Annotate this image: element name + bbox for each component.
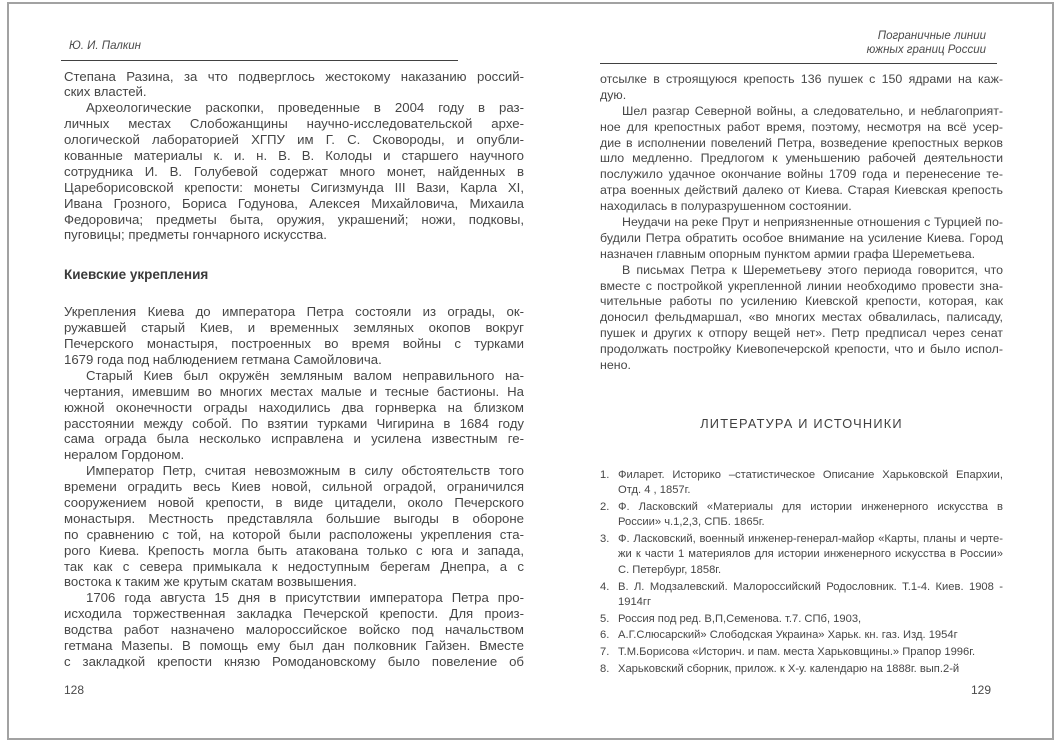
text-line: южной оконечности ограды находились два горнверка на близком (64, 399, 524, 415)
header-rule (600, 63, 997, 64)
text-line: нералом Гордоном. (64, 447, 185, 463)
page-number-right: 129 (970, 683, 991, 697)
text-line: Филарет. Историко –статистическое Описание Харьковской Епархии, (618, 468, 1003, 481)
text-line: продолжать постройку Киевопечерской крепости, что и было испол- (600, 342, 1003, 357)
paragraph (64, 590, 524, 669)
paragraph (600, 215, 1003, 263)
text-line: С. Петербург, 1858г. (618, 563, 722, 576)
text-line: Цареборисовской крепости: монеты Сигизмунда III Вази, Карла XI, (64, 179, 524, 195)
left-page-body (64, 69, 524, 670)
paragraph (600, 263, 1003, 374)
text-line: Т.М.Борисова «Историч. и пам. места Харьковщины.» Прапор 1996г. (618, 646, 976, 659)
text-line: шло медленно. Предлогом к уменьшению рабочей деятельности (600, 151, 1003, 166)
right-page-body (600, 72, 1003, 677)
list-item-text (618, 662, 1003, 677)
text-line: Укрепления Киева до императора Петра состояли из ограды, ок- (64, 304, 524, 320)
paragraph (64, 69, 524, 101)
text-line: сооружением новой крепости, в виде цитадели, около Печерского (64, 494, 524, 510)
paragraph (600, 72, 1003, 104)
text-line: России» ч.1,2,3, СПБ. 1865г. (618, 516, 765, 529)
text-line: вместе с постройкой укрепленной линии необходимо провести зна- (600, 278, 1003, 293)
running-head-line: южных границ России (866, 43, 986, 56)
list-item-number: 8. (600, 662, 610, 675)
paragraph (64, 304, 524, 368)
text-line: В письмах Петра к Шереметьеву этого периода говорится, что (622, 262, 1003, 277)
text-line: 1914гг (618, 595, 652, 608)
text-line: Старый Киев был окружён земляным валом неправильного на- (86, 367, 524, 383)
text-line: Россия под ред. В,П,Семенова. т.7. СПб, 1903, (618, 612, 862, 625)
list-item-number: 2. (600, 501, 610, 514)
literature-list (600, 468, 1003, 677)
list-item (600, 662, 1003, 677)
text-line: Печерского монастыря, построенных во время войны с турками (64, 336, 524, 352)
text-line: Ивана Грозного, Бориса Годунова, Алексея Михайловича, Михаила (64, 195, 524, 211)
text-line: ологической лабораторией ХГПУ им Г. С. Сковороды, и опубли- (64, 132, 524, 148)
list-item-text (618, 612, 1003, 627)
text-line: Император Петр, считая невозможным в силу обстоятельств того (86, 463, 524, 479)
text-line: А.Г.Слюсарский» Слободская Украина» Харьк. кн. газ. Изд. 1954г (618, 629, 958, 642)
text-line: Археологические раскопки, проведенные в 2004 году в раз- (86, 100, 524, 116)
text-line: расстоянии между собой. По взятии турками Чигирина в 1684 году (64, 415, 524, 431)
text-line: чертания, имевшим во многих местах малые и тесные бастионы. На (64, 383, 524, 399)
text-line: будили Петра обратить особое внимание на усиление Киева. Город (600, 230, 1003, 245)
list-item (600, 468, 1003, 499)
text-line: Отд. 4 , 1857г. (618, 484, 691, 497)
text-line: отсылке в строящуюся крепость 136 пушек с 150 ядрами на каж- (600, 72, 1003, 86)
text-line: назначен главным опорным пунктом армии графа Шереметьева. (600, 246, 976, 261)
text-line: послужило удачное окончание войны 1709 года и перенесение те- (600, 167, 1003, 182)
text-line: личных местах Слобожанщины научно-исследовательской архе- (64, 116, 524, 132)
list-item-number: 6. (600, 629, 610, 642)
paragraph (64, 463, 524, 590)
list-item-text (618, 500, 1003, 531)
text-line: Ф. Ласковский «Материалы для истории инженерного искусства в (618, 501, 1003, 514)
text-line: атра военных действий далеко от Киева. Старая Киевская крепость (600, 183, 1003, 198)
text-line: гетмана Мазепы. В помощь ему был дан полковник Гайзен. Вместе (64, 638, 524, 653)
list-item-text (618, 645, 1003, 660)
text-line: Степана Разина, за что подверглось жестокому наказанию россий- (64, 68, 524, 84)
list-item (600, 645, 1003, 660)
text-line: Неудачи на реке Прут и неприязненные отношения с Турцией по- (622, 215, 1003, 230)
text-line: кованные материалы к. и. н. В. В. Колоды и старшего научного (64, 147, 524, 163)
list-item (600, 532, 1003, 578)
text-line: нено. (600, 358, 631, 373)
right-page (600, 0, 1003, 741)
list-item-number: 7. (600, 646, 610, 659)
list-item-number: 3. (600, 533, 610, 546)
text-line: жи к части 1 материялов для истории инженерного искусства в России» (618, 548, 1003, 561)
list-item (600, 500, 1003, 531)
text-line: дую. (600, 87, 627, 102)
text-line: Шел разгар Северной войны, а следовательно, и неблагоприят- (622, 103, 1003, 118)
list-item-text (618, 468, 1003, 499)
section-heading: Киевские укрепления (64, 267, 209, 283)
text-line: 1706 года августа 15 дня в присутствии императора Петра про- (86, 590, 524, 606)
text-line: пушек и других к отпору вещей нет». Петр предписал через сенат (600, 326, 1003, 341)
text-line: дие в исполнении повелений Петра, возведение крепостных верков (600, 135, 1003, 150)
text-line: В. Л. Модзалевский. Малороссийский Родословник. Т.1-4. Киев. 1908 - (618, 580, 1003, 593)
paragraph (64, 368, 524, 463)
literature-heading: ЛИТЕРАТУРА И ИСТОЧНИКИ (700, 415, 903, 431)
text-line: ских властей. (64, 84, 147, 100)
list-item-number: 5. (600, 612, 610, 625)
text-line: пуговицы; предметы гончарного искусства. (64, 227, 327, 243)
page-number-left: 128 (64, 683, 85, 697)
text-line: чительные работы по усилению Киевской крепости, которая, как (600, 294, 1003, 309)
text-line: Ф. Ласковский, военный инженер-генерал-майор «Карты, планы и черте- (618, 533, 1003, 546)
list-item-number: 4. (600, 580, 610, 593)
paragraph (600, 104, 1003, 215)
running-head-title (600, 0, 1003, 57)
text-line: доносил фельдмаршал, «во многих местах обвалилась, палисаду, (600, 310, 1003, 325)
text-line: исходила торжественная закладка Печерской крепости. Для произ- (64, 606, 524, 622)
header-rule (61, 60, 458, 61)
list-item (600, 628, 1003, 643)
text-line: находилась в полуразрушенном состоянии. (600, 199, 852, 214)
list-item-number: 1. (600, 468, 610, 481)
text-line: ружавшей старый Киев, и временных земляных окопов вокруг (64, 320, 524, 336)
text-line: сама ограда была несколько исправлена и усилена известным ге- (64, 431, 524, 447)
text-line: 1679 года под наблюдением гетмана Самойловича. (64, 351, 382, 367)
text-line: времени оградить весь Киев новой, сильной оградой, ограничился (64, 479, 524, 495)
text-line: востока к таким же крутым скатам возвышения. (64, 574, 357, 590)
text-line: водства работ назначено малороссийское войско под начальством (64, 622, 524, 638)
list-item-text (618, 532, 1003, 578)
list-item (600, 612, 1003, 627)
text-line: так как с севера примыкала к недоступным берегам Днепра, а с (64, 558, 524, 574)
list-item-text (618, 580, 1003, 611)
paragraph (64, 100, 524, 243)
list-item-text (618, 628, 1003, 643)
running-head-author: Ю. И. Палкин (69, 40, 142, 52)
text-line: ное для крепостных работ время, поэтому, несмотря на всё усер- (600, 119, 1003, 134)
text-line: с закладкой крепости князю Ромодановскому было повеление об (64, 653, 524, 669)
text-line: по сравнению с той, на которой были расположены укрепления ста- (64, 526, 524, 542)
left-page (64, 0, 524, 741)
text-line: Харьковский сборник, прилож. к Х-у. календарю на 1888г. вып.2-й (618, 662, 960, 675)
text-line: монастыря. Местность представляла большие выгоды в обороне (64, 510, 524, 526)
text-line: сотрудника И. В. Голубевой содержат много монет, найденных в (64, 163, 524, 179)
text-line: Федоровича; предметы быта, оружия, украшений; ножи, подковы, (64, 211, 524, 227)
text-line: рого Киева. Крепость могла быть атакована только с юга и запада, (64, 542, 524, 558)
running-head-line: Пограничные линии (877, 30, 986, 42)
list-item (600, 580, 1003, 611)
